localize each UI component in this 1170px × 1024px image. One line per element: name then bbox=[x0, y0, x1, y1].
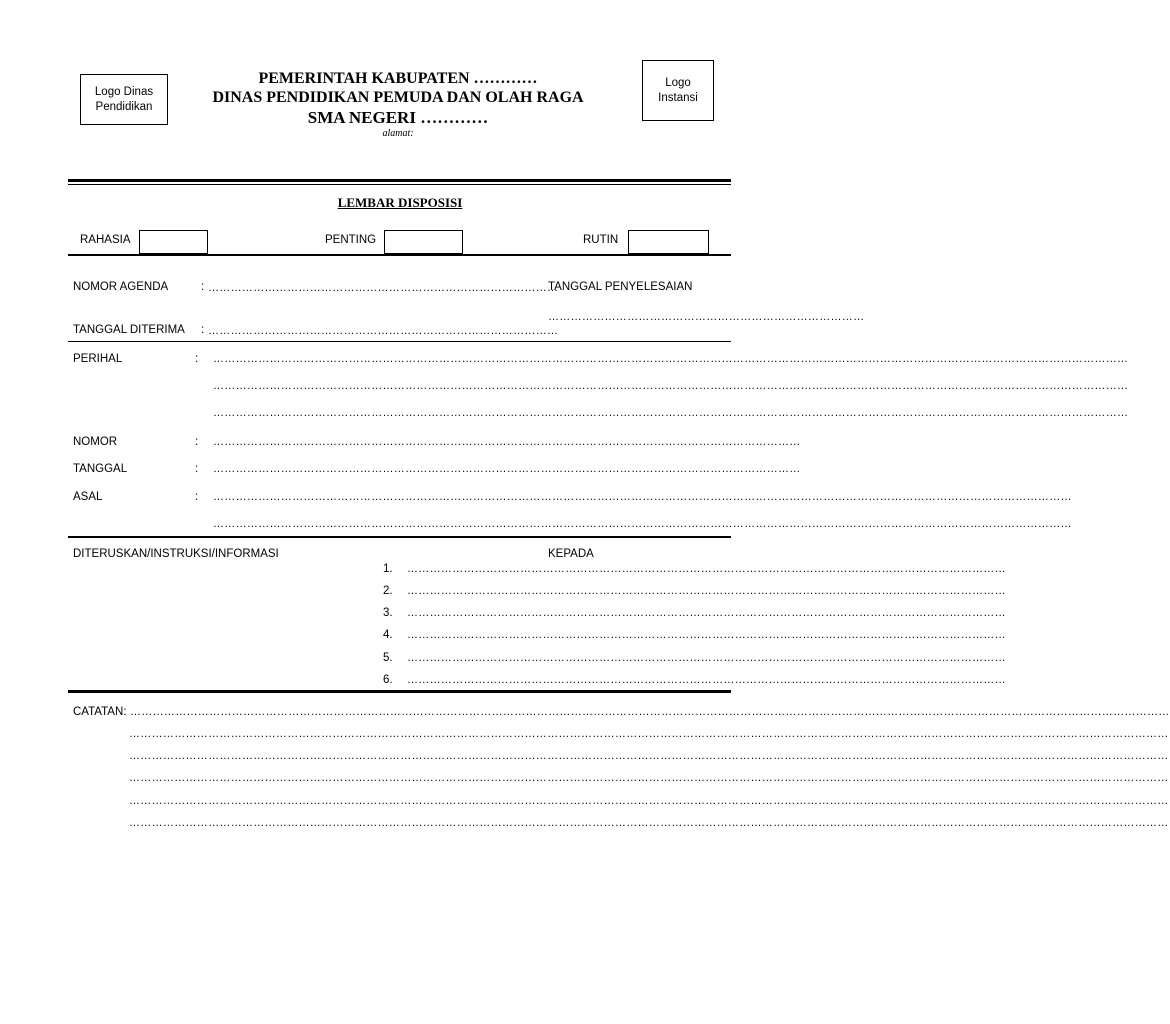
kepada-number: 2. bbox=[383, 585, 393, 597]
kepada-field-6[interactable]: …………………………………………………………………………………………………………………………………………… bbox=[407, 674, 1006, 686]
header-line-2: DINAS PENDIDIKAN PEMUDA DAN OLAH RAGA bbox=[212, 89, 584, 106]
asal-field-2[interactable]: ………………………………………………………………………………………………………………………………………………………………………………………………………… bbox=[213, 518, 1072, 530]
logo-instansi: Logo Instansi bbox=[642, 60, 714, 121]
catatan-field-4[interactable]: …………………………………………………………………………………………………………………………………………………………………………………………………………………………………………………… bbox=[129, 772, 1169, 784]
perihal-field-3[interactable]: ……………………………………………………………………………………………………………………………………………………………………………………………………………………… bbox=[213, 407, 1129, 419]
nomor-field[interactable]: ………………………………………………………………………………………………………………………………………… bbox=[213, 436, 801, 448]
catatan-field-3[interactable]: …………………………………………………………………………………………………………………………………………………………………………………………………………………………………………………… bbox=[129, 750, 1169, 762]
tanggal-colon: : bbox=[195, 463, 199, 475]
kepada-field-1[interactable]: …………………………………………………………………………………………………………………………………………… bbox=[407, 563, 1006, 575]
rutin-label: RUTIN bbox=[583, 234, 619, 246]
rutin-checkbox[interactable] bbox=[628, 230, 709, 254]
tanggal-diterima-field[interactable]: ………………………………………………………………………………… bbox=[208, 325, 559, 337]
nomor-agenda-field[interactable]: ………………………………………………………………………………… bbox=[208, 282, 559, 294]
perihal-label: PERIHAL bbox=[73, 353, 123, 365]
kepada-number: 6. bbox=[383, 674, 393, 686]
penting-checkbox[interactable] bbox=[384, 230, 463, 254]
header-rule-thin bbox=[68, 184, 731, 185]
catatan-field-6[interactable]: …………………………………………………………………………………………………………………………………………………………………………………………………………………………………………………… bbox=[129, 817, 1169, 829]
classification-rule bbox=[68, 254, 731, 256]
document-title: LEMBAR DISPOSISI bbox=[337, 195, 463, 210]
kepada-number: 1. bbox=[383, 563, 393, 575]
kepada-number: 5. bbox=[383, 652, 393, 664]
asal-label: ASAL bbox=[73, 491, 103, 503]
catatan-field-1[interactable]: …………………………………………………………………………………………………………………………………………………………………………………………………………………………………………………… bbox=[130, 706, 1170, 718]
perihal-field-1[interactable]: ……………………………………………………………………………………………………………………………………………………………………………………………………………………… bbox=[213, 353, 1129, 365]
asal-colon: : bbox=[195, 491, 199, 503]
catatan-field-2[interactable]: …………………………………………………………………………………………………………………………………………………………………………………………………………………………………………………… bbox=[129, 728, 1169, 740]
perihal-field-2[interactable]: ……………………………………………………………………………………………………………………………………………………………………………………………………………………… bbox=[213, 380, 1129, 392]
perihal-colon: : bbox=[195, 353, 199, 365]
logo-dinas-pendidikan: Logo Dinas Pendidikan bbox=[80, 74, 168, 125]
tanggal-penyelesaian-field[interactable]: ………………………………………………………………………… bbox=[548, 311, 865, 323]
agenda-rule bbox=[68, 341, 731, 342]
header-address: alamat: bbox=[382, 128, 414, 139]
nomor-agenda-label: NOMOR AGENDA bbox=[73, 281, 169, 293]
header-rule-thick bbox=[68, 179, 731, 182]
kepada-label: KEPADA bbox=[548, 548, 594, 560]
instruksi-label: DITERUSKAN/INSTRUKSI/INFORMASI bbox=[73, 548, 279, 560]
kepada-number: 3. bbox=[383, 607, 393, 619]
penting-label: PENTING bbox=[325, 234, 377, 246]
kepada-field-2[interactable]: …………………………………………………………………………………………………………………………………………… bbox=[407, 585, 1006, 597]
kepada-number: 4. bbox=[383, 629, 393, 641]
kepada-field-5[interactable]: …………………………………………………………………………………………………………………………………………… bbox=[407, 652, 1006, 664]
rahasia-checkbox[interactable] bbox=[139, 230, 208, 254]
catatan-field-5[interactable]: …………………………………………………………………………………………………………………………………………………………………………………………………………………………………………………… bbox=[129, 795, 1169, 807]
nomor-agenda-colon: : bbox=[201, 281, 205, 293]
asal-field-1[interactable]: ………………………………………………………………………………………………………………………………………………………………………………………………………… bbox=[213, 491, 1072, 503]
header-line-1: PEMERINTAH KABUPATEN ………… bbox=[258, 70, 538, 87]
header-line-3: SMA NEGERI ………… bbox=[307, 108, 489, 127]
tanggal-diterima-colon: : bbox=[201, 324, 205, 336]
catatan-label: CATATAN: bbox=[73, 706, 127, 718]
tanggal-field[interactable]: ………………………………………………………………………………………………………………………………………… bbox=[213, 463, 801, 475]
tanggal-diterima-label: TANGGAL DITERIMA bbox=[73, 324, 185, 336]
kepada-field-4[interactable]: …………………………………………………………………………………………………………………………………………… bbox=[407, 629, 1006, 641]
nomor-label: NOMOR bbox=[73, 436, 118, 448]
identity-rule bbox=[68, 536, 731, 538]
nomor-colon: : bbox=[195, 436, 199, 448]
tanggal-label: TANGGAL bbox=[73, 463, 128, 475]
rahasia-label: RAHASIA bbox=[80, 234, 131, 246]
kepada-field-3[interactable]: …………………………………………………………………………………………………………………………………………… bbox=[407, 607, 1006, 619]
tanggal-penyelesaian-label: TANGGAL PENYELESAIAN bbox=[548, 281, 693, 293]
instruction-rule bbox=[68, 690, 731, 693]
